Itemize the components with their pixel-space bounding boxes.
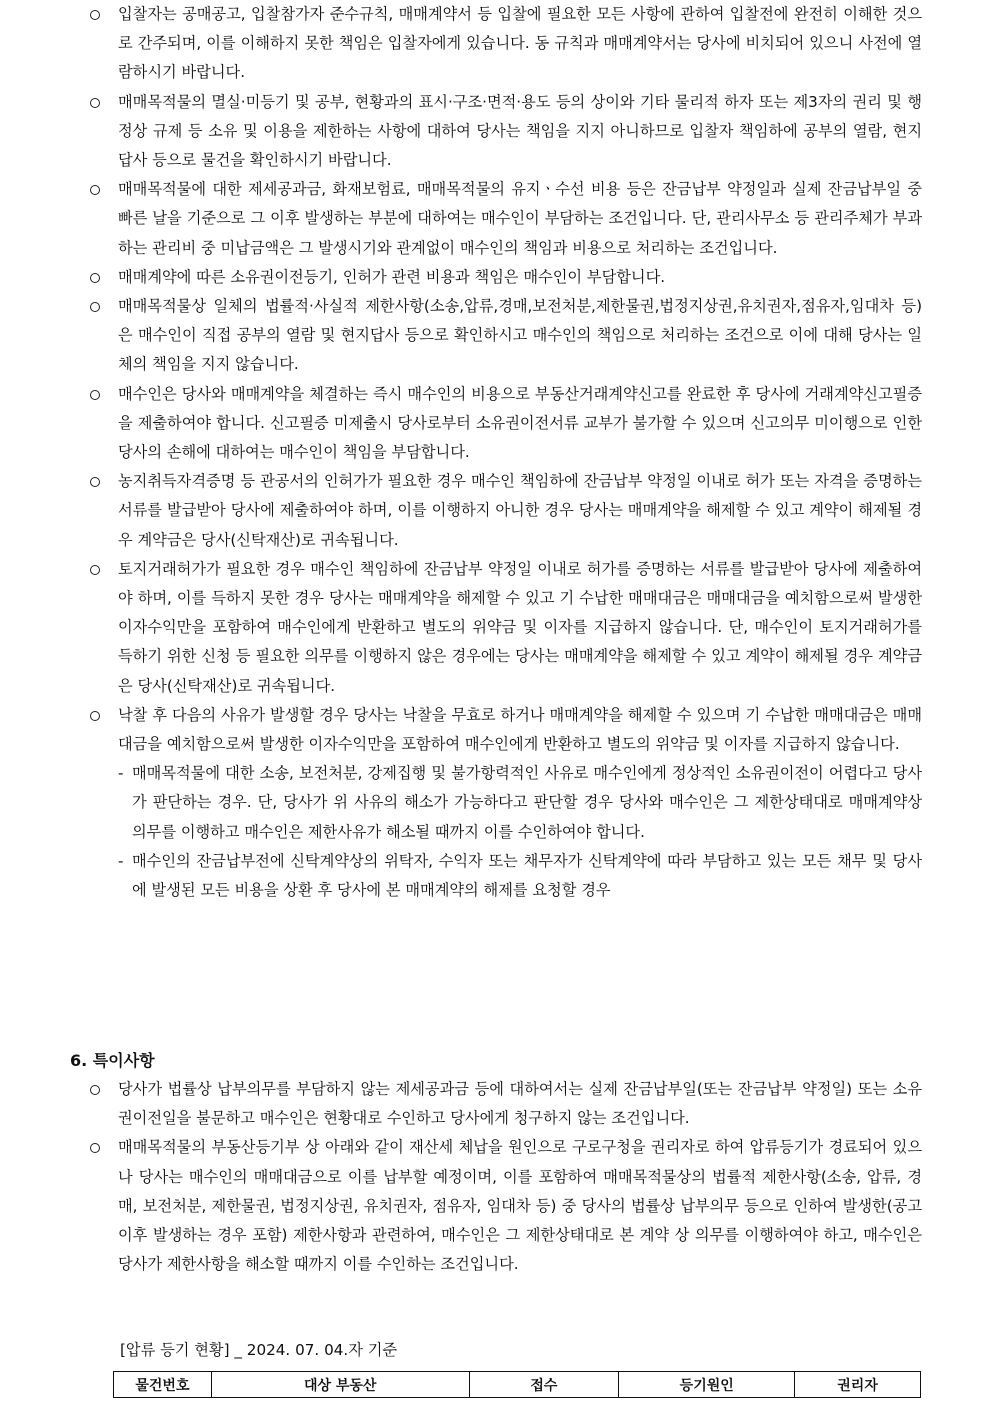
table-header-cell: 등기원인: [619, 1372, 795, 1398]
sub-condition-item: [88, 847, 922, 905]
sub-condition-text: 매매목적물에 대한 소송, 보전처분, 강제집행 및 불가항력적인 사유로 매수인에게 정상적인 소유권이전이 어렵다고 당사가 판단하는 경우. 단, 당사가 위 사유의 해소가 가능하다고 판단할 경우 당사와 매수인은 그 제한상태대로 매매계약상 의무를 이행하고 매수인은 제한사유가 해소될 때까지 이를 수인하여야 합니다.: [132, 764, 922, 841]
seizure-table: [113, 1371, 921, 1398]
sub-condition-item: [88, 759, 922, 847]
condition-item: 매매목적물의 멸실·미등기 및 공부, 현황과의 표시·구조·면적·용도 등의 상이와 기타 물리적 하자 또는 제3자의 권리 및 행정상 규제 등 소유 및 이용을 제한하는 사항에 대하여 당사는 책임을 지지 아니하므로 입찰자 책임하에 공부의 열람, 현지 답사 등으로 물건을 확인하시기 바랍니다.: [88, 88, 922, 176]
condition-item: 매매목적물에 대한 제세공과금, 화재보험료, 매매목적물의 유지ㆍ수선 비용 등은 잔금납부 약정일과 실제 잔금납부일 중 빠른 날을 기준으로 그 이후 발생하는 부분에 대하여는 매수인이 부담하는 조건입니다. 단, 관리사무소 등 관리주체가 부과하는 관리비 중 미납금액은 그 발생시기와 관계없이 매수인의 책임과 비용으로 처리하는 조건입니다.: [88, 175, 922, 263]
dash-marker: -: [118, 764, 124, 783]
condition-item: 낙찰 후 다음의 사유가 발생할 경우 당사는 낙찰을 무효로 하거나 매매계약을 해제할 수 있으며 기 수납한 매매대금은 매매대금을 예치함으로써 발생한 이자수익만을 포함하여 매수인에게 반환하고 별도의 위약금 및 이자를 지급하지 않습니다.: [88, 701, 922, 759]
table-header-cell: 접수: [469, 1372, 619, 1398]
special-item: 당사가 법률상 납부의무를 부담하지 않는 제세공과금 등에 대하여서는 실제 잔금납부일(또는 잔금납부 약정일) 또는 소유권이전일을 불문하고 매수인은 현황대로 수인하고 당사에게 청구하지 않는 조건입니다.: [88, 1075, 922, 1133]
table-header-cell: 물건번호: [114, 1372, 212, 1398]
seizure-status-line: [압류 등기 현황] _ 2024. 07. 04.자 기준: [120, 1341, 398, 1359]
dash-marker: -: [118, 851, 124, 870]
condition-item: 농지취득자격증명 등 관공서의 인허가가 필요한 경우 매수인 책임하에 잔금납부 약정일 이내로 허가 또는 자격을 증명하는 서류를 발급받아 당사에 제출하여야 하며, 이를 이행하지 아니한 경우 당사는 매매계약을 해제할 수 있고 계약이 해제될 경우 계약금은 당사(신탁재산)로 귀속됩니다.: [88, 467, 922, 555]
condition-item: 매수인은 당사와 매매계약을 체결하는 즉시 매수인의 비용으로 부동산거래계약신고를 완료한 후 당사에 거래계약신고필증을 제출하여야 합니다. 신고필증 미제출시 당사로부터 소유권이전서류 교부가 불가할 수 있으며 신고의무 미이행으로 인한 당사의 손해에 대하여는 매수인이 책임을 부담합니다.: [88, 380, 922, 468]
table-header-cell: 권리자: [795, 1372, 921, 1398]
conditions-list: [88, 0, 922, 905]
table-header-cell: 대상 부동산: [211, 1372, 469, 1398]
section-heading: 6. 특이사항: [70, 1051, 155, 1070]
condition-item: 입찰자는 공매공고, 입찰참가자 준수규칙, 매매계약서 등 입찰에 필요한 모든 사항에 관하여 입찰전에 완전히 이해한 것으로 간주되며, 이를 이해하지 못한 책임은 입찰자에게 있습니다. 동 규칙과 매매계약서는 당사에 비치되어 있으니 사전에 열람하시기 바랍니다.: [88, 0, 922, 88]
sub-condition-text: 매수인의 잔금납부전에 신탁계약상의 위탁자, 수익자 또는 채무자가 신탁계약에 따라 부담하고 있는 모든 채무 및 당사에 발생된 모든 비용을 상환 후 당사에 본 매매계약의 해제를 요청할 경우: [132, 851, 922, 900]
condition-item: 매매목적물상 일체의 법률적·사실적 제한사항(소송,압류,경매,보전처분,제한물권,법정지상권,유치권자,점유자,임대차 등)은 매수인이 직접 공부의 열람 및 현지답사 등으로 확인하시고 매수인의 책임으로 처리하는 조건으로 이에 대해 당사는 일체의 책임을 지지 않습니다.: [88, 292, 922, 380]
table-header-row: [114, 1372, 921, 1398]
special-items-list: [88, 1075, 922, 1279]
condition-item: 매매계약에 따른 소유권이전등기, 인허가 관련 비용과 책임은 매수인이 부담합니다.: [88, 263, 922, 292]
condition-item: 토지거래허가가 필요한 경우 매수인 책임하에 잔금납부 약정일 이내로 허가를 증명하는 서류를 발급받아 당사에 제출하여야 하며, 이를 득하지 못한 경우 당사는 매매계약을 해제할 수 있고 기 수납한 매매대금은 매매대금을 예치함으로써 발생한 이자수익만을 포함하여 매수인에게 반환하고 별도의 위약금 및 이자를 지급하지 않습니다. 단, 매수인이 토지거래허가를 득하기 위한 신청 등 필요한 의무를 이행하지 않은 경우에는 당사는 매매계약을 해제할 수 있고 계약이 해제될 경우 계약금은 당사(신탁재산)로 귀속됩니다.: [88, 555, 922, 701]
special-item: 매매목적물의 부동산등기부 상 아래와 같이 재산세 체납을 원인으로 구로구청을 권리자로 하여 압류등기가 경료되어 있으나 당사는 매수인의 매매대금으로 이를 납부할 예정이며, 이를 포함하여 매매목적물상의 법률적 제한사항(소송, 압류, 경매, 보전처분, 제한물권, 법정지상권, 유치권자, 점유자, 임대차 등) 중 당사의 법률상 납부의무 등으로 인하여 발생한(공고 이후 발생하는 경우 포함) 제한사항과 관련하여, 매수인은 그 제한상태대로 본 계약 상 의무를 이행하여야 하고, 매수인은 당사가 제한사항을 해소할 때까지 이를 수인하는 조건입니다.: [88, 1133, 922, 1279]
